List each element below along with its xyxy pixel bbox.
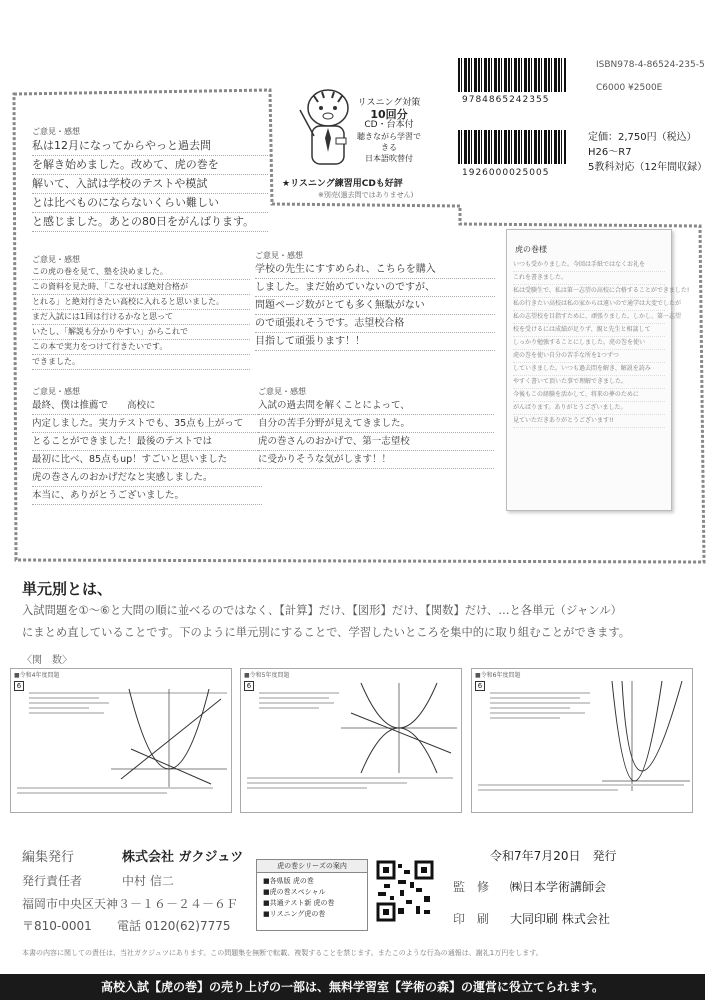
copyright-notice: 本書の内容に関しての責任は、当社ガクジュツにあります。この問題集を無断で転載、複製することを禁じます。またこのような行為の通報は、謝礼1万円をします。 <box>22 949 543 957</box>
subjects-text: 5教科対応（12年間収録） <box>588 162 708 173</box>
isbn-barcode-digits: 9784865242355 <box>462 95 550 105</box>
print-label: 印 刷 <box>453 912 490 926</box>
thank-you-letter <box>506 229 690 511</box>
series-item: ■各県版 虎の巻 <box>263 877 314 885</box>
listening-line-3: CD・台本付 <box>364 120 414 130</box>
isbn-text: ISBN978-4-86524-235-5 <box>596 60 705 70</box>
editor-label: 編集発行 <box>22 850 75 865</box>
listening-line-1: リスニング対策 <box>357 98 421 108</box>
series-guide-box <box>256 859 368 931</box>
panel-header: ■令和4年度問題 <box>14 672 60 679</box>
section-desc-1: 入試問題を①～⑥と大問の順に並べるのではなく、【計算】だけ、【図形】だけ、【関数】だけ、…と各単元（ジャンル） <box>22 604 622 617</box>
comment-card-4 <box>32 386 262 505</box>
c-code-text: C6000 ¥2500E <box>596 83 663 93</box>
parabola-graph-icon <box>111 689 227 789</box>
listening-line-5: 日本語吹替付 <box>365 154 413 163</box>
panel-number: 6 <box>244 681 254 691</box>
editor-name: 株式会社 ガクジュツ <box>122 850 244 865</box>
series-item: ■虎の巻スペシャル <box>263 888 326 896</box>
printer-name: 大同印刷 株式会社 <box>510 912 610 926</box>
comment-card-3 <box>255 250 495 351</box>
letter-body: いつも受かりました。今回は手紙ではなくお礼を これを書きました。 私は受験生で、私は第一志望の高校に合格することができました! 私の行きたい高校は私の家からは遠いので通学は大変でしたが 私の志望校を目指すために、頑張りました。しかし、第一志望 校を受けるには成績が足りず、親と先生と相談して しっかり勉強することにしました。虎の巻を使い 虎の巻を使い自分の苦手な所を1つずつ していきました。いつも過去問を解き、解説を読み やすく書いて頂いた事で理解できました。 今後もこの経験を活かして、将来の夢のために がんばります。ありがとうございました。 見ていただきありがとうございます!! <box>507 259 671 428</box>
parabola-graph-icon <box>341 683 457 773</box>
card-label: ご意見・感想 <box>258 387 306 396</box>
publish-date: 令和7年7月20日 発行 <box>490 849 617 863</box>
series-item: ■リスニング虎の巻 <box>263 910 326 918</box>
cd-note: ★リスニング練習用CDも好評 <box>282 179 403 189</box>
footer-banner: 高校入試【虎の巻】の売り上げの一部は、無料学習室【学術の森】の運営に役立てられます。 <box>0 974 705 1000</box>
phone-number: 電話 0120(62)7775 <box>117 919 231 933</box>
listening-line-2: 10回分 <box>370 108 408 121</box>
card-label: ご意見・感想 <box>255 251 303 260</box>
supervise-label: 監 修 <box>453 880 490 894</box>
comment-card-1 <box>32 126 268 232</box>
series-guide-title: 虎の巻シリーズの案内 <box>257 860 367 873</box>
card-label: ご意見・感想 <box>32 387 80 396</box>
years-text: H26～R7 <box>588 147 632 158</box>
example-panel-3 <box>471 668 693 813</box>
card-handwriting: 私は12月になってからやっと過去問 を解き始めました。改めて、虎の巻を 解いて、入試は学校のテストや模試 とは比べものにならないくらい難しい と感じました。あとの80日をがんばります。 <box>32 137 268 232</box>
price-barcode-digits: 1926000025005 <box>462 168 550 178</box>
card-label: ご意見・感想 <box>32 255 80 264</box>
price-text: 定価：2,750円（税込） <box>588 132 697 143</box>
example-panel-1 <box>10 668 232 813</box>
card-handwriting: 最終、僕は推薦で 高校に 内定しました。実力テストでも、35点も上がって とることができました！最後のテストでは 最初に比べ、85点もup！すごいと思いました 虎の巻さんのおかげだなと実感しました。 本当に、ありがとうございました。 <box>32 397 262 505</box>
panel-number: 6 <box>14 681 24 691</box>
section-heading: 単元別とは、 <box>22 580 113 598</box>
panel-header: ■令和6年度問題 <box>475 672 521 679</box>
card-handwriting: 入試の過去問を解くことによって、 自分の苦手分野が見えてきました。 虎の巻さんのおかげで、第一志望校 に受かりそうな気がします！！ <box>258 397 494 469</box>
cd-sub-note: ※別売(過去問ではありません) <box>318 191 414 199</box>
panel-header: ■令和5年度問題 <box>244 672 290 679</box>
card-handwriting: この虎の巻を見て、塾を決めました。 この資料を見た時、「こなせれば絶対合格が とれる」と絶対行きたい高校に入れると思いました。 まだ入試には1回は行けるかなと思って いたし、「解説も分かりやすい」からこれで この本で実力をつけて行きたいです。 できました。 <box>32 265 250 370</box>
parabola-graph-icon <box>602 681 690 791</box>
letter-title: 虎の巻様 <box>515 245 547 254</box>
section-desc-2: にまとめ直していることです。下のように単元別にすることで、学習したいところを集中的に取り組むことができます。 <box>22 626 631 639</box>
example-panel-2 <box>240 668 462 813</box>
responsible-label: 発行責任者 <box>22 874 83 888</box>
publisher-address: 福岡市中央区天神３－１６－２４－６Ｆ <box>22 897 239 911</box>
card-handwriting: 学校の先生にすすめられ、こちらを購入 しました。まだ始めていないのですが、 問題ページ数がとても多く無駄がない ので頑張れそうです。志望校合格 目指して頑張ります！！ <box>255 261 495 351</box>
series-item: ■共通テスト新 虎の巻 <box>263 899 335 907</box>
qr-code-icon[interactable] <box>376 860 434 922</box>
responsible-name: 中村 信二 <box>122 874 174 888</box>
card-label: ご意見・感想 <box>32 127 80 136</box>
panel-number: 6 <box>475 681 485 691</box>
comment-card-5 <box>258 386 494 469</box>
supervisor-name: ㈱日本学術講師会 <box>510 880 607 894</box>
listening-line-4: 聴きながら学習できる <box>357 132 421 152</box>
comment-card-2 <box>32 254 250 370</box>
section-tag: 〈関 数〉 <box>22 655 72 666</box>
postal-code: 〒810-0001 <box>22 919 92 933</box>
